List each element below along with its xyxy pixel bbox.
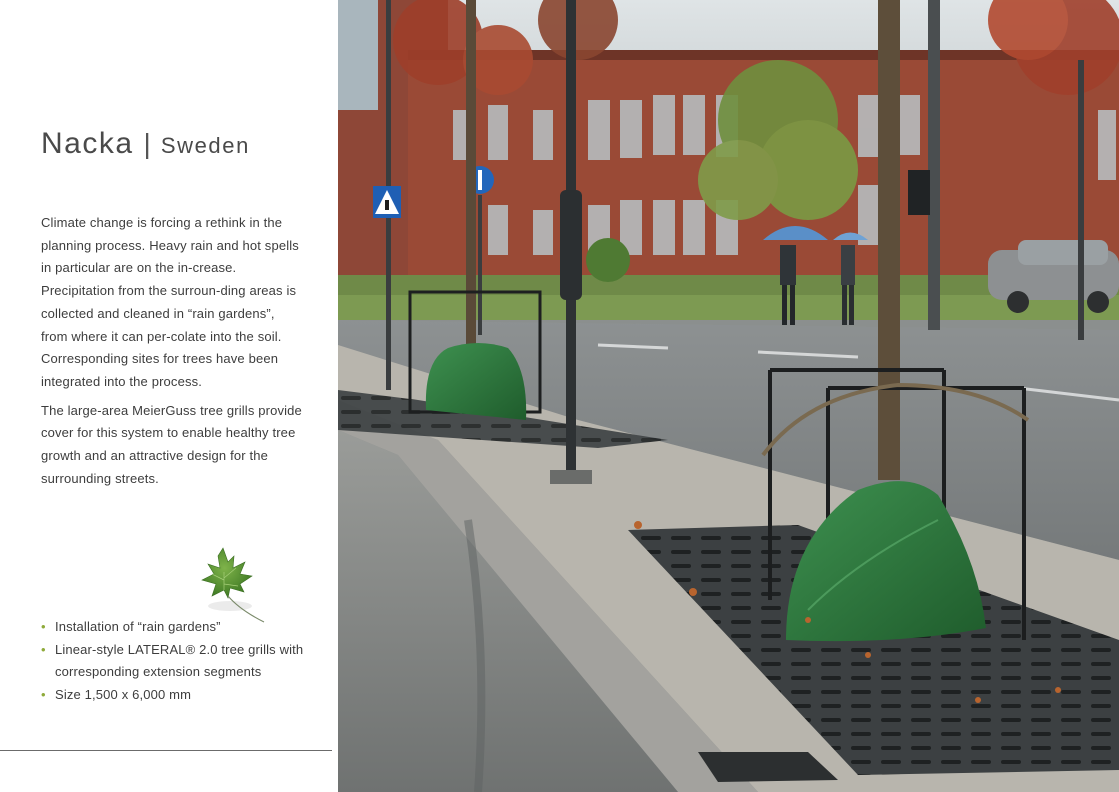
description <box>41 212 303 496</box>
title-city: Nacka <box>41 127 134 160</box>
pedestrian-crossing-sign-icon <box>373 186 401 218</box>
bullet-text: Size 1,500 x 6,000 mm <box>55 687 192 703</box>
bullet-text: Linear-style LATERAL® 2.0 tree grills with corresponding extension segments <box>55 641 304 680</box>
bullet-marker: • <box>41 619 46 634</box>
text-panel <box>0 0 338 792</box>
title-separator: | <box>143 128 151 159</box>
description-paragraph-1: Climate change is forcing a rethink in the planning process. Heavy rain and hot spells in particular are on the in-crease. Precipitation from the surroun-ding areas is collected and cleaned in “rain gardens”, from where it can per-colate into the soil. Corresponding sites for trees have been integrated into the process. <box>41 215 299 389</box>
list-item <box>41 616 311 639</box>
maple-leaf-icon <box>190 546 270 626</box>
bullet-marker: • <box>41 641 46 657</box>
description-paragraph-2: The large-area MeierGuss tree grills provide cover for this system to enable healthy tree growth and an attractive design for the surrounding streets. <box>41 402 302 486</box>
list-item <box>41 639 311 684</box>
street-photo <box>338 0 1119 792</box>
feature-list <box>41 616 311 707</box>
footer-divider <box>0 750 332 751</box>
title-country: Sweden <box>160 133 250 158</box>
list-item <box>41 684 311 707</box>
bullet-marker: • <box>41 687 46 703</box>
page-title <box>41 124 250 161</box>
bullet-text: Installation of “rain gardens” <box>55 619 221 634</box>
